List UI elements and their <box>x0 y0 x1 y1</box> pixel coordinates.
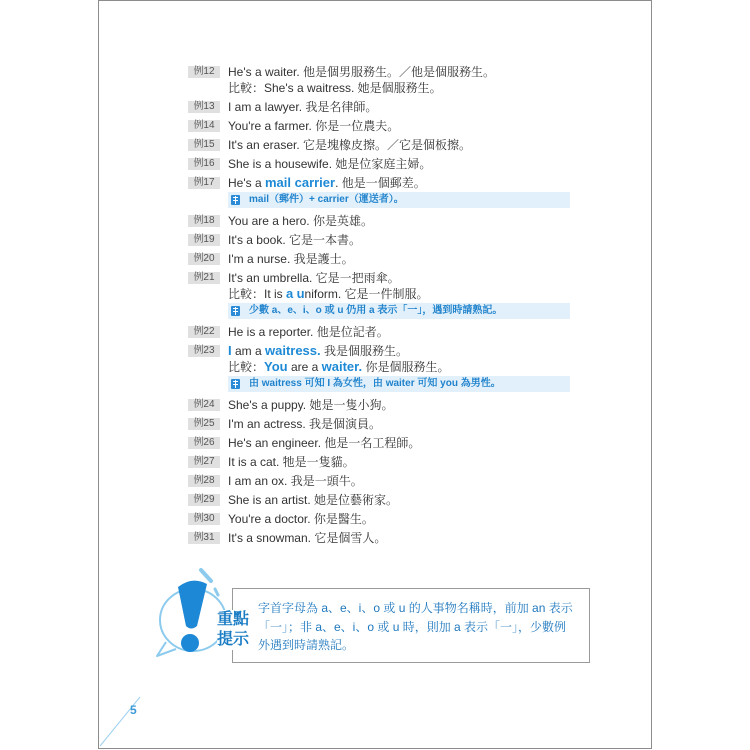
example-body <box>228 99 628 115</box>
footer-decoration <box>98 690 148 750</box>
example-sentence <box>228 397 628 413</box>
sentence-text: It's a book. 它是一本書。 <box>228 233 361 247</box>
tip-title-top: 重點 <box>217 611 250 628</box>
comparison-sentence <box>228 80 628 96</box>
example-sentence <box>228 156 628 172</box>
sentence-text: It's an umbrella. 它是一把雨傘。 <box>228 271 400 285</box>
example-body <box>228 324 628 340</box>
example-item <box>188 416 628 432</box>
example-item <box>188 213 628 229</box>
example-label: 例13 <box>188 101 220 113</box>
example-item <box>188 511 628 527</box>
example-item <box>188 64 628 96</box>
example-sentence <box>228 343 628 359</box>
example-item <box>188 435 628 451</box>
example-label: 例23 <box>188 345 220 357</box>
example-sentence <box>228 232 628 248</box>
tip-title <box>217 610 251 650</box>
example-item <box>188 137 628 153</box>
note-strip <box>228 192 570 208</box>
page-number: 5 <box>130 703 137 717</box>
sentence-text: She is a housewife. 她是位家庭主婦。 <box>228 157 432 171</box>
note-icon <box>231 195 240 205</box>
example-body <box>228 454 628 470</box>
example-item <box>188 156 628 172</box>
sentence-text: I'm an actress. 我是個演員。 <box>228 417 381 431</box>
example-item <box>188 99 628 115</box>
example-body <box>228 435 628 451</box>
example-body <box>228 416 628 432</box>
example-sentence <box>228 416 628 432</box>
example-body <box>228 232 628 248</box>
sentence-text: You're a farmer. 你是一位農夫。 <box>228 119 400 133</box>
example-sentence <box>228 511 628 527</box>
example-body <box>228 530 628 546</box>
example-label: 例12 <box>188 66 220 78</box>
example-label: 例25 <box>188 418 220 430</box>
sentence-text: He is a reporter. 他是位記者。 <box>228 325 389 339</box>
highlighted-word: waitress. <box>264 343 321 358</box>
example-label: 例22 <box>188 326 220 338</box>
highlighted-word: a <box>286 286 294 301</box>
example-item <box>188 343 628 392</box>
example-item <box>188 492 628 508</box>
note-strip <box>228 376 570 392</box>
example-item <box>188 118 628 134</box>
example-item <box>188 397 628 413</box>
example-sentence <box>228 99 628 115</box>
example-item <box>188 232 628 248</box>
tip-title-bottom: 提示 <box>217 631 250 648</box>
sentence-text: 比較：She's a waitress. 她是個服務生。 <box>228 81 442 95</box>
example-label: 例19 <box>188 234 220 246</box>
example-label: 例15 <box>188 139 220 151</box>
comparison-sentence <box>228 286 628 302</box>
comparison-sentence <box>228 359 628 375</box>
example-sentence <box>228 530 628 546</box>
note-icon <box>231 306 240 316</box>
example-body <box>228 270 628 319</box>
example-body <box>228 137 628 153</box>
note-text: mail（郵件）+ carrier（運送者）。 <box>249 194 404 205</box>
example-body <box>228 118 628 134</box>
example-sentence <box>228 137 628 153</box>
example-label: 例21 <box>188 272 220 284</box>
sentence-text: He's an engineer. 他是一名工程師。 <box>228 436 421 450</box>
tip-text <box>258 599 573 655</box>
sentence-text: 比較： <box>228 360 265 374</box>
sentence-text: She is an artist. 她是位藝術家。 <box>228 493 399 507</box>
highlighted-word: I <box>228 343 232 358</box>
highlighted-word: waiter. <box>321 359 363 374</box>
sentence-text: He's a waiter. 他是個男服務生。／他是個服務生。 <box>228 65 495 79</box>
example-body <box>228 251 628 267</box>
example-body <box>228 492 628 508</box>
note-icon <box>231 379 240 389</box>
example-item <box>188 270 628 319</box>
sentence-text: 比較：It is <box>228 287 287 301</box>
sentence-text: are a <box>287 360 322 374</box>
example-sentence <box>228 251 628 267</box>
sentence-text: It is a cat. 牠是一隻貓。 <box>228 455 355 469</box>
example-label: 例16 <box>188 158 220 170</box>
example-label: 例24 <box>188 399 220 411</box>
sentence-text: It's an eraser. 它是塊橡皮擦。／它是個板擦。 <box>228 138 471 152</box>
example-body <box>228 397 628 413</box>
example-list <box>188 64 628 549</box>
note-text: 少數 a、e、i、o 或 u 仍用 a 表示「一」，遇到時請熟記。 <box>249 305 503 316</box>
note-text: 由 waitress 可知 I 為女性，由 waiter 可知 you 為男性。 <box>249 378 501 389</box>
example-label: 例20 <box>188 253 220 265</box>
example-body <box>228 175 628 208</box>
example-label: 例30 <box>188 513 220 525</box>
example-sentence <box>228 64 628 80</box>
highlighted-word: mail carrier <box>264 175 336 190</box>
example-item <box>188 251 628 267</box>
example-item <box>188 530 628 546</box>
example-label: 例31 <box>188 532 220 544</box>
example-sentence <box>228 492 628 508</box>
example-label: 例26 <box>188 437 220 449</box>
sentence-text: I am an ox. 我是一頭牛。 <box>228 474 363 488</box>
example-label: 例29 <box>188 494 220 506</box>
example-sentence <box>228 118 628 134</box>
sentence-text: am a <box>231 344 265 358</box>
sentence-text: It's a snowman. 它是個雪人。 <box>228 531 387 545</box>
sentence-text: She's a puppy. 她是一隻小狗。 <box>228 398 394 412</box>
sentence-text: 我是個服務生。 <box>320 344 408 358</box>
example-body <box>228 473 628 489</box>
tip-line: 「一」；非 a、e、i、o 或 u 時，則加 a 表示「一」，少數例 <box>258 619 567 634</box>
example-body <box>228 64 628 96</box>
example-body <box>228 343 628 392</box>
example-label: 例17 <box>188 177 220 189</box>
sentence-text: niform. 它是一件制服。 <box>304 287 429 301</box>
example-item <box>188 454 628 470</box>
note-strip <box>228 303 570 319</box>
example-body <box>228 213 628 229</box>
sentence-text: I am a lawyer. 我是名律師。 <box>228 100 378 114</box>
highlighted-word: u <box>296 286 305 301</box>
tip-line: 字首字母為 a、e、i、o 或 u 的人事物名稱時，前加 an 表示 <box>258 601 573 615</box>
example-sentence <box>228 175 628 191</box>
sentence-text: He's a <box>228 176 265 190</box>
sentence-text: I'm a nurse. 我是護士。 <box>228 252 354 266</box>
sentence-text: You are a hero. 你是英雄。 <box>228 214 373 228</box>
example-sentence <box>228 270 628 286</box>
example-label: 例28 <box>188 475 220 487</box>
example-body <box>228 156 628 172</box>
example-sentence <box>228 454 628 470</box>
example-label: 例18 <box>188 215 220 227</box>
example-sentence <box>228 435 628 451</box>
sentence-text: . 他是一個郵差。 <box>335 176 426 190</box>
example-item <box>188 175 628 208</box>
example-sentence <box>228 324 628 340</box>
sentence-text: You're a doctor. 你是醫生。 <box>228 512 374 526</box>
example-item <box>188 473 628 489</box>
example-sentence <box>228 213 628 229</box>
example-label: 例27 <box>188 456 220 468</box>
example-sentence <box>228 473 628 489</box>
example-label: 例14 <box>188 120 220 132</box>
sentence-text: 你是個服務生。 <box>362 360 450 374</box>
highlighted-word: You <box>264 359 288 374</box>
example-body <box>228 511 628 527</box>
tip-line: 外遇到時請熟記。 <box>258 638 355 652</box>
example-item <box>188 324 628 340</box>
